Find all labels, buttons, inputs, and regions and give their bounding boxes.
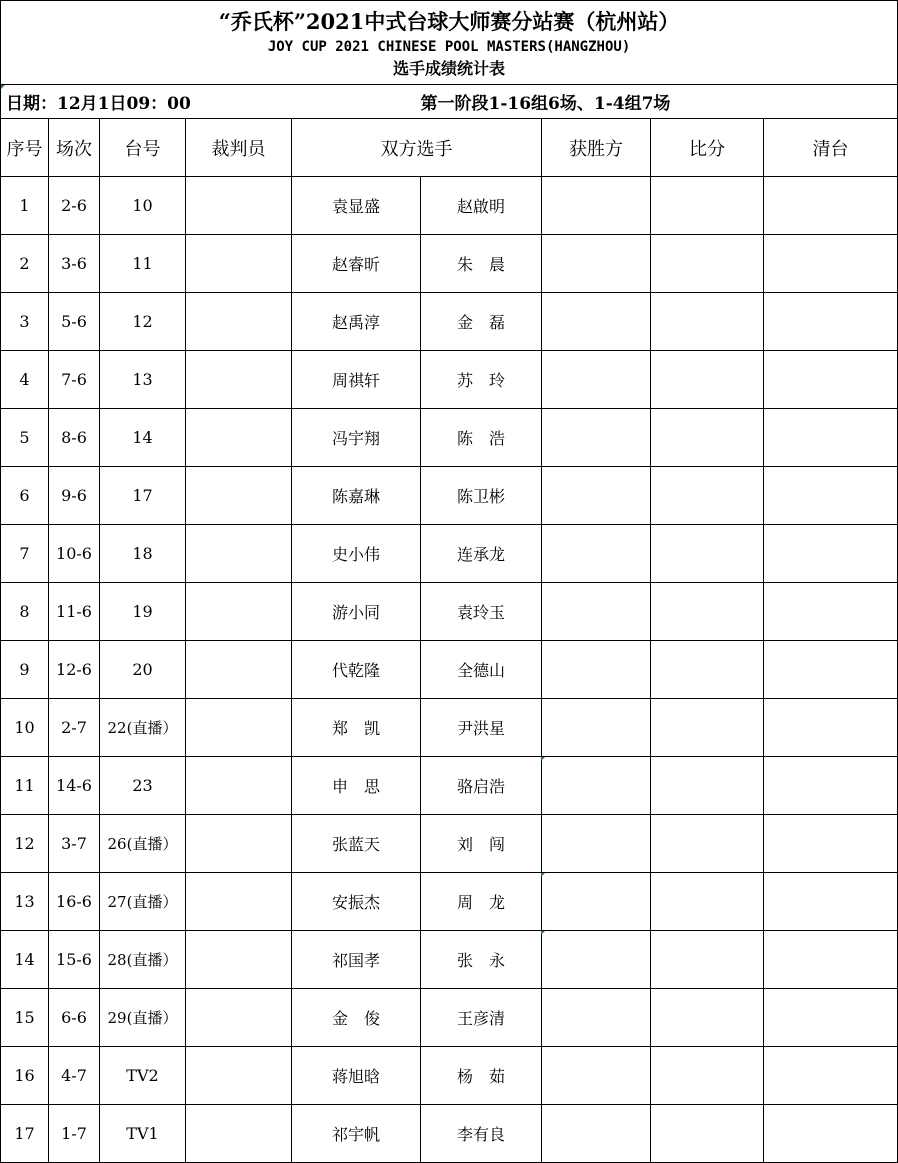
seq-cell: 13	[1, 873, 49, 931]
referee-cell	[186, 351, 292, 409]
player-a-cell: 袁显盛	[292, 177, 421, 235]
referee-cell	[186, 235, 292, 293]
table-number-cell: 29(直播）	[100, 989, 186, 1047]
match-cell: 11-6	[49, 583, 100, 641]
player-a-cell: 陈嘉琳	[292, 467, 421, 525]
referee-cell	[186, 409, 292, 467]
player-b-cell: 周 龙	[421, 873, 542, 931]
score-cell	[651, 1105, 764, 1163]
seq-cell: 5	[1, 409, 49, 467]
clearance-cell	[764, 873, 898, 931]
player-b-cell: 全德山	[421, 641, 542, 699]
clearance-cell	[764, 1047, 898, 1105]
player-b-cell: 连承龙	[421, 525, 542, 583]
seq-cell: 15	[1, 989, 49, 1047]
table-number-cell: 18	[100, 525, 186, 583]
seq-cell: 12	[1, 815, 49, 873]
clearance-cell	[764, 467, 898, 525]
referee-cell	[186, 467, 292, 525]
table-row	[1, 989, 898, 1047]
referee-cell	[186, 641, 292, 699]
table-number-cell: 19	[100, 583, 186, 641]
player-b-cell: 王彦清	[421, 989, 542, 1047]
player-a-cell: 申 思	[292, 757, 421, 815]
clearance-cell	[764, 177, 898, 235]
winner-cell	[542, 699, 651, 757]
cell-comment-marker	[1, 85, 5, 89]
table-row	[1, 873, 898, 931]
score-cell	[651, 641, 764, 699]
match-cell: 2-7	[49, 699, 100, 757]
table-number-cell: TV2	[100, 1047, 186, 1105]
clearance-cell	[764, 1105, 898, 1163]
clearance-cell	[764, 235, 898, 293]
table-row	[1, 1105, 898, 1163]
table-row	[1, 467, 898, 525]
player-a-cell: 张蓝天	[292, 815, 421, 873]
referee-cell	[186, 931, 292, 989]
title-english: JOY CUP 2021 CHINESE POOL MASTERS(HANGZHOU)	[267, 39, 631, 55]
clearance-cell	[764, 931, 898, 989]
player-b-cell: 陈 浩	[421, 409, 542, 467]
table-row	[1, 815, 898, 873]
winner-cell	[542, 989, 651, 1047]
table-row	[1, 525, 898, 583]
table-row	[1, 409, 898, 467]
player-a-cell: 赵睿昕	[292, 235, 421, 293]
player-a-cell: 金 俊	[292, 989, 421, 1047]
player-b-cell: 骆启浩	[421, 757, 542, 815]
table-number-cell: 17	[100, 467, 186, 525]
match-cell: 14-6	[49, 757, 100, 815]
winner-cell	[542, 815, 651, 873]
clearance-cell	[764, 293, 898, 351]
player-a-cell: 游小同	[292, 583, 421, 641]
score-cell	[651, 409, 764, 467]
winner-cell	[542, 1105, 651, 1163]
clearance-cell	[764, 989, 898, 1047]
col-header-match: 场次	[49, 119, 100, 177]
referee-cell	[186, 177, 292, 235]
col-header-winner: 获胜方	[542, 119, 651, 177]
referee-cell	[186, 1105, 292, 1163]
referee-cell	[186, 525, 292, 583]
score-cell	[651, 931, 764, 989]
winner-cell	[542, 351, 651, 409]
table-row	[1, 641, 898, 699]
clearance-cell	[764, 525, 898, 583]
table-number-cell: 23	[100, 757, 186, 815]
cell-comment-marker	[541, 931, 545, 935]
table-number-cell: 14	[100, 409, 186, 467]
referee-cell	[186, 1047, 292, 1105]
score-cell	[651, 873, 764, 931]
score-cell	[651, 757, 764, 815]
winner-cell	[542, 873, 651, 931]
seq-cell: 3	[1, 293, 49, 351]
clearance-cell	[764, 699, 898, 757]
clearance-cell	[764, 757, 898, 815]
player-a-cell: 周祺轩	[292, 351, 421, 409]
match-date: 日期：12月1日09：00	[1, 85, 421, 119]
cell-comment-marker	[541, 873, 545, 877]
header-row	[1, 119, 898, 177]
match-cell: 9-6	[49, 467, 100, 525]
score-cell	[651, 989, 764, 1047]
seq-cell: 16	[1, 1047, 49, 1105]
clearance-cell	[764, 641, 898, 699]
player-b-cell: 金 磊	[421, 293, 542, 351]
table-number-cell: 26(直播）	[100, 815, 186, 873]
winner-cell	[542, 409, 651, 467]
table-number-cell: 10	[100, 177, 186, 235]
table-row	[1, 1047, 898, 1105]
stage-info: 第一阶段1-16组6场、1-4组7场	[421, 85, 898, 119]
table-row	[1, 177, 898, 235]
winner-cell	[542, 525, 651, 583]
player-a-cell: 祁宇帆	[292, 1105, 421, 1163]
match-cell: 2-6	[49, 177, 100, 235]
seq-cell: 17	[1, 1105, 49, 1163]
referee-cell	[186, 815, 292, 873]
seq-cell: 10	[1, 699, 49, 757]
match-cell: 6-6	[49, 989, 100, 1047]
match-cell: 1-7	[49, 1105, 100, 1163]
table-number-cell: 28(直播）	[100, 931, 186, 989]
table-row	[1, 351, 898, 409]
cell-comment-marker	[541, 757, 545, 761]
clearance-cell	[764, 583, 898, 641]
player-b-cell: 李有良	[421, 1105, 542, 1163]
score-cell	[651, 699, 764, 757]
seq-cell: 4	[1, 351, 49, 409]
referee-cell	[186, 873, 292, 931]
col-header-score: 比分	[651, 119, 764, 177]
seq-cell: 2	[1, 235, 49, 293]
table-row	[1, 293, 898, 351]
col-header-clearance: 清台	[764, 119, 898, 177]
table-row	[1, 235, 898, 293]
table-row	[1, 931, 898, 989]
player-a-cell: 祁国孝	[292, 931, 421, 989]
table-number-cell: 12	[100, 293, 186, 351]
match-cell: 5-6	[49, 293, 100, 351]
table-row	[1, 757, 898, 815]
col-header-referee: 裁判员	[186, 119, 292, 177]
match-cell: 3-7	[49, 815, 100, 873]
table-row	[1, 699, 898, 757]
seq-cell: 11	[1, 757, 49, 815]
player-b-cell: 苏 玲	[421, 351, 542, 409]
match-cell: 4-7	[49, 1047, 100, 1105]
match-cell: 12-6	[49, 641, 100, 699]
score-cell	[651, 583, 764, 641]
player-b-cell: 赵啟明	[421, 177, 542, 235]
score-cell	[651, 351, 764, 409]
table-number-cell: 11	[100, 235, 186, 293]
seq-cell: 14	[1, 931, 49, 989]
score-cell	[651, 815, 764, 873]
seq-cell: 8	[1, 583, 49, 641]
winner-cell	[542, 235, 651, 293]
table-number-cell: TV1	[100, 1105, 186, 1163]
player-a-cell: 代乾隆	[292, 641, 421, 699]
player-b-cell: 张 永	[421, 931, 542, 989]
clearance-cell	[764, 815, 898, 873]
table-row	[1, 583, 898, 641]
referee-cell	[186, 293, 292, 351]
col-header-players: 双方选手	[292, 119, 542, 177]
player-a-cell: 蒋旭晗	[292, 1047, 421, 1105]
winner-cell	[542, 931, 651, 989]
table-number-cell: 20	[100, 641, 186, 699]
score-cell	[651, 293, 764, 351]
match-cell: 16-6	[49, 873, 100, 931]
score-cell	[651, 1047, 764, 1105]
seq-cell: 9	[1, 641, 49, 699]
referee-cell	[186, 699, 292, 757]
seq-cell: 1	[1, 177, 49, 235]
player-a-cell: 史小伟	[292, 525, 421, 583]
player-b-cell: 刘 闯	[421, 815, 542, 873]
winner-cell	[542, 293, 651, 351]
clearance-cell	[764, 409, 898, 467]
player-a-cell: 郑 凯	[292, 699, 421, 757]
score-cell	[651, 235, 764, 293]
match-cell: 3-6	[49, 235, 100, 293]
winner-cell	[542, 641, 651, 699]
score-cell	[651, 467, 764, 525]
winner-cell	[542, 757, 651, 815]
score-cell	[651, 525, 764, 583]
col-header-table: 台号	[100, 119, 186, 177]
score-cell	[651, 177, 764, 235]
clearance-cell	[764, 351, 898, 409]
player-b-cell: 杨 茹	[421, 1047, 542, 1105]
player-a-cell: 冯宇翔	[292, 409, 421, 467]
title-block	[1, 1, 898, 85]
col-header-seq: 序号	[1, 119, 49, 177]
match-cell: 15-6	[49, 931, 100, 989]
table-number-cell: 27(直播）	[100, 873, 186, 931]
player-b-cell: 袁玲玉	[421, 583, 542, 641]
winner-cell	[542, 467, 651, 525]
player-b-cell: 朱 晨	[421, 235, 542, 293]
match-cell: 7-6	[49, 351, 100, 409]
match-cell: 8-6	[49, 409, 100, 467]
table-number-cell: 13	[100, 351, 186, 409]
match-cell: 10-6	[49, 525, 100, 583]
winner-cell	[542, 177, 651, 235]
referee-cell	[186, 757, 292, 815]
referee-cell	[186, 583, 292, 641]
winner-cell	[542, 1047, 651, 1105]
player-a-cell: 安振杰	[292, 873, 421, 931]
title-chinese: “乔氏杯”2021中式台球大师赛分站赛（杭州站）	[218, 9, 680, 34]
player-b-cell: 尹洪星	[421, 699, 542, 757]
table-number-cell: 22(直播）	[100, 699, 186, 757]
player-b-cell: 陈卫彬	[421, 467, 542, 525]
referee-cell	[186, 989, 292, 1047]
sheet-subtitle: 选手成绩统计表	[393, 59, 506, 78]
seq-cell: 7	[1, 525, 49, 583]
seq-cell: 6	[1, 467, 49, 525]
winner-cell	[542, 583, 651, 641]
player-a-cell: 赵禹淳	[292, 293, 421, 351]
